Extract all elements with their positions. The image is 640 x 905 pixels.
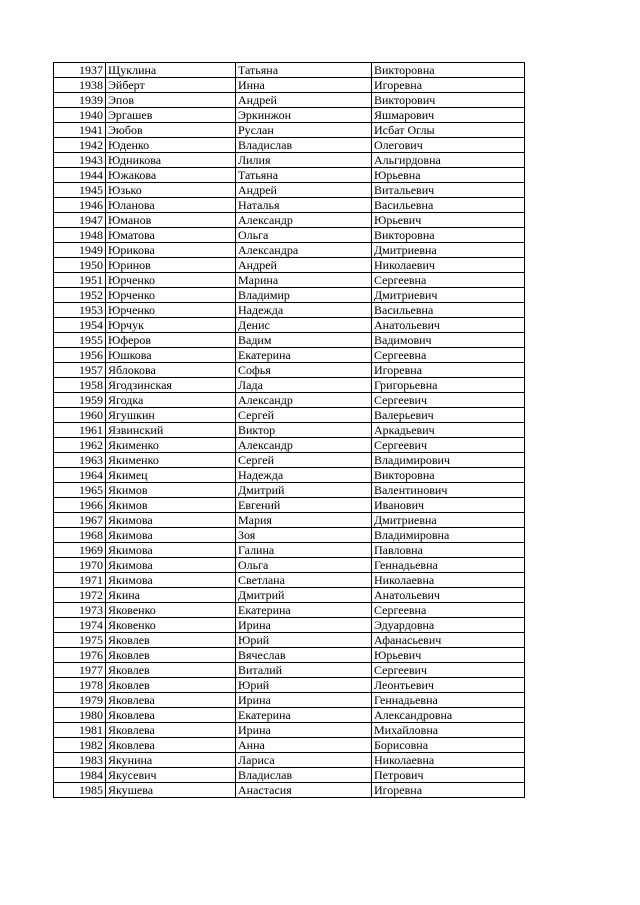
first-name: Татьяна (236, 63, 372, 78)
last-name: Яблокова (106, 363, 236, 378)
last-name: Ягушкин (106, 408, 236, 423)
patronymic: Викторовна (372, 468, 525, 483)
patronymic: Васильевна (372, 303, 525, 318)
table-row (54, 723, 525, 738)
table-row (54, 648, 525, 663)
table-row (54, 168, 525, 183)
row-number: 1939 (54, 93, 106, 108)
last-name: Якименко (106, 453, 236, 468)
patronymic: Викторович (372, 93, 525, 108)
table-row (54, 378, 525, 393)
first-name: Денис (236, 318, 372, 333)
table-row (54, 663, 525, 678)
first-name: Марина (236, 273, 372, 288)
patronymic: Аркадьевич (372, 423, 525, 438)
last-name: Якименко (106, 438, 236, 453)
row-number: 1940 (54, 108, 106, 123)
first-name: Руслан (236, 123, 372, 138)
table-row (54, 708, 525, 723)
first-name: Александра (236, 243, 372, 258)
row-number: 1973 (54, 603, 106, 618)
row-number: 1954 (54, 318, 106, 333)
patronymic: Исбат Оглы (372, 123, 525, 138)
patronymic: Вадимович (372, 333, 525, 348)
table-row (54, 513, 525, 528)
last-name: Яковлева (106, 738, 236, 753)
table-row (54, 768, 525, 783)
table-row (54, 348, 525, 363)
first-name: Наталья (236, 198, 372, 213)
last-name: Якусевич (106, 768, 236, 783)
first-name: Инна (236, 78, 372, 93)
last-name: Яковлев (106, 663, 236, 678)
last-name: Щуклина (106, 63, 236, 78)
patronymic: Сергеевна (372, 273, 525, 288)
row-number: 1950 (54, 258, 106, 273)
last-name: Юшкова (106, 348, 236, 363)
row-number: 1969 (54, 543, 106, 558)
row-number: 1947 (54, 213, 106, 228)
row-number: 1946 (54, 198, 106, 213)
row-number: 1978 (54, 678, 106, 693)
row-number: 1943 (54, 153, 106, 168)
table-row (54, 678, 525, 693)
row-number: 1945 (54, 183, 106, 198)
row-number: 1964 (54, 468, 106, 483)
table-row (54, 633, 525, 648)
first-name: Андрей (236, 183, 372, 198)
first-name: Юрий (236, 633, 372, 648)
table-row (54, 273, 525, 288)
table-row (54, 363, 525, 378)
patronymic: Николаевна (372, 753, 525, 768)
row-number: 1944 (54, 168, 106, 183)
last-name: Юрченко (106, 273, 236, 288)
row-number: 1972 (54, 588, 106, 603)
last-name: Юрчук (106, 318, 236, 333)
first-name: Анастасия (236, 783, 372, 798)
first-name: Ольга (236, 228, 372, 243)
patronymic: Юрьевич (372, 213, 525, 228)
row-number: 1980 (54, 708, 106, 723)
table-row (54, 63, 525, 78)
row-number: 1948 (54, 228, 106, 243)
last-name: Яковлев (106, 648, 236, 663)
first-name: Мария (236, 513, 372, 528)
patronymic: Викторовна (372, 228, 525, 243)
row-number: 1958 (54, 378, 106, 393)
row-number: 1937 (54, 63, 106, 78)
first-name: Дмитрий (236, 588, 372, 603)
first-name: Владимир (236, 288, 372, 303)
last-name: Якунина (106, 753, 236, 768)
first-name: Владислав (236, 138, 372, 153)
row-number: 1956 (54, 348, 106, 363)
last-name: Юрикова (106, 243, 236, 258)
table-row (54, 588, 525, 603)
last-name: Эргашев (106, 108, 236, 123)
patronymic: Николаевна (372, 573, 525, 588)
first-name: Ирина (236, 723, 372, 738)
last-name: Юманов (106, 213, 236, 228)
first-name: Виктор (236, 423, 372, 438)
table-row (54, 123, 525, 138)
first-name: Екатерина (236, 603, 372, 618)
roster-table-body (54, 63, 525, 798)
roster-table (53, 62, 525, 798)
table-row (54, 258, 525, 273)
patronymic: Эдуардовна (372, 618, 525, 633)
last-name: Ягодзинская (106, 378, 236, 393)
last-name: Яковлев (106, 678, 236, 693)
last-name: Якимова (106, 558, 236, 573)
last-name: Якимец (106, 468, 236, 483)
first-name: Лилия (236, 153, 372, 168)
patronymic: Леонтьевич (372, 678, 525, 693)
patronymic: Юрьевич (372, 648, 525, 663)
last-name: Яковенко (106, 603, 236, 618)
patronymic: Петрович (372, 768, 525, 783)
last-name: Якимов (106, 483, 236, 498)
first-name: Надежда (236, 303, 372, 318)
patronymic: Валерьевич (372, 408, 525, 423)
table-row (54, 618, 525, 633)
patronymic: Викторовна (372, 63, 525, 78)
table-row (54, 573, 525, 588)
table-row (54, 738, 525, 753)
last-name: Яковлев (106, 633, 236, 648)
first-name: Андрей (236, 93, 372, 108)
last-name: Якимова (106, 528, 236, 543)
row-number: 1938 (54, 78, 106, 93)
row-number: 1982 (54, 738, 106, 753)
patronymic: Альгирдовна (372, 153, 525, 168)
first-name: Вадим (236, 333, 372, 348)
patronymic: Сергеевна (372, 603, 525, 618)
patronymic: Игоревна (372, 78, 525, 93)
table-row (54, 483, 525, 498)
table-row (54, 303, 525, 318)
row-number: 1960 (54, 408, 106, 423)
first-name: Зоя (236, 528, 372, 543)
last-name: Юдникова (106, 153, 236, 168)
last-name: Юферов (106, 333, 236, 348)
table-row (54, 243, 525, 258)
first-name: Ирина (236, 693, 372, 708)
first-name: Ирина (236, 618, 372, 633)
last-name: Юматова (106, 228, 236, 243)
patronymic: Борисовна (372, 738, 525, 753)
last-name: Юрченко (106, 288, 236, 303)
patronymic: Игоревна (372, 783, 525, 798)
table-row (54, 93, 525, 108)
last-name: Ягодка (106, 393, 236, 408)
table-row (54, 213, 525, 228)
last-name: Якимова (106, 513, 236, 528)
patronymic: Васильевна (372, 198, 525, 213)
row-number: 1970 (54, 558, 106, 573)
patronymic: Афанасьевич (372, 633, 525, 648)
first-name: Лариса (236, 753, 372, 768)
last-name: Юланова (106, 198, 236, 213)
row-number: 1961 (54, 423, 106, 438)
first-name: Владислав (236, 768, 372, 783)
first-name: Юрий (236, 678, 372, 693)
last-name: Южакова (106, 168, 236, 183)
last-name: Эйберт (106, 78, 236, 93)
last-name: Юринов (106, 258, 236, 273)
row-number: 1965 (54, 483, 106, 498)
table-row (54, 198, 525, 213)
patronymic: Александровна (372, 708, 525, 723)
table-row (54, 498, 525, 513)
last-name: Юденко (106, 138, 236, 153)
first-name: Екатерина (236, 348, 372, 363)
table-row (54, 108, 525, 123)
first-name: Лада (236, 378, 372, 393)
last-name: Юрченко (106, 303, 236, 318)
patronymic: Игоревна (372, 363, 525, 378)
last-name: Яковлева (106, 693, 236, 708)
table-row (54, 288, 525, 303)
row-number: 1962 (54, 438, 106, 453)
last-name: Якимова (106, 573, 236, 588)
row-number: 1957 (54, 363, 106, 378)
row-number: 1941 (54, 123, 106, 138)
first-name: Светлана (236, 573, 372, 588)
last-name: Яковлева (106, 723, 236, 738)
row-number: 1967 (54, 513, 106, 528)
table-row (54, 183, 525, 198)
patronymic: Дмитриевна (372, 513, 525, 528)
patronymic: Владимировна (372, 528, 525, 543)
patronymic: Сергеевна (372, 348, 525, 363)
first-name: Надежда (236, 468, 372, 483)
last-name: Эпов (106, 93, 236, 108)
table-row (54, 408, 525, 423)
patronymic: Дмитриевна (372, 243, 525, 258)
last-name: Якимов (106, 498, 236, 513)
first-name: Вячеслав (236, 648, 372, 663)
table-row (54, 693, 525, 708)
row-number: 1977 (54, 663, 106, 678)
last-name: Якушева (106, 783, 236, 798)
first-name: Софья (236, 363, 372, 378)
first-name: Евгений (236, 498, 372, 513)
row-number: 1983 (54, 753, 106, 768)
first-name: Анна (236, 738, 372, 753)
first-name: Виталий (236, 663, 372, 678)
row-number: 1951 (54, 273, 106, 288)
table-row (54, 528, 525, 543)
patronymic: Иванович (372, 498, 525, 513)
table-row (54, 468, 525, 483)
last-name: Яковенко (106, 618, 236, 633)
table-row (54, 438, 525, 453)
row-number: 1952 (54, 288, 106, 303)
table-row (54, 393, 525, 408)
patronymic: Витальевич (372, 183, 525, 198)
patronymic: Валентинович (372, 483, 525, 498)
table-row (54, 153, 525, 168)
first-name: Александр (236, 438, 372, 453)
table-row (54, 138, 525, 153)
table-row (54, 228, 525, 243)
patronymic: Геннадьевна (372, 693, 525, 708)
first-name: Дмитрий (236, 483, 372, 498)
patronymic: Дмитриевич (372, 288, 525, 303)
last-name: Юзько (106, 183, 236, 198)
table-row (54, 318, 525, 333)
row-number: 1942 (54, 138, 106, 153)
row-number: 1966 (54, 498, 106, 513)
last-name: Язвинский (106, 423, 236, 438)
patronymic: Григорьевна (372, 378, 525, 393)
row-number: 1979 (54, 693, 106, 708)
patronymic: Сергеевич (372, 438, 525, 453)
row-number: 1984 (54, 768, 106, 783)
patronymic: Юрьевна (372, 168, 525, 183)
first-name: Екатерина (236, 708, 372, 723)
patronymic: Анатольевич (372, 318, 525, 333)
first-name: Александр (236, 393, 372, 408)
first-name: Андрей (236, 258, 372, 273)
table-row (54, 333, 525, 348)
patronymic: Анатольевич (372, 588, 525, 603)
row-number: 1963 (54, 453, 106, 468)
table-row (54, 603, 525, 618)
row-number: 1971 (54, 573, 106, 588)
patronymic: Михайловна (372, 723, 525, 738)
row-number: 1949 (54, 243, 106, 258)
row-number: 1968 (54, 528, 106, 543)
last-name: Якина (106, 588, 236, 603)
table-row (54, 558, 525, 573)
patronymic: Геннадьевна (372, 558, 525, 573)
last-name: Якимова (106, 543, 236, 558)
patronymic: Сергеевич (372, 393, 525, 408)
last-name: Эюбов (106, 123, 236, 138)
patronymic: Владимирович (372, 453, 525, 468)
patronymic: Олегович (372, 138, 525, 153)
first-name: Александр (236, 213, 372, 228)
table-row (54, 453, 525, 468)
patronymic: Павловна (372, 543, 525, 558)
patronymic: Сергеевич (372, 663, 525, 678)
table-row (54, 423, 525, 438)
table-row (54, 543, 525, 558)
row-number: 1959 (54, 393, 106, 408)
last-name: Яковлева (106, 708, 236, 723)
row-number: 1981 (54, 723, 106, 738)
first-name: Ольга (236, 558, 372, 573)
first-name: Галина (236, 543, 372, 558)
table-row (54, 753, 525, 768)
row-number: 1974 (54, 618, 106, 633)
patronymic: Яшмарович (372, 108, 525, 123)
table-row (54, 783, 525, 798)
row-number: 1985 (54, 783, 106, 798)
row-number: 1955 (54, 333, 106, 348)
patronymic: Николаевич (372, 258, 525, 273)
table-row (54, 78, 525, 93)
first-name: Сергей (236, 408, 372, 423)
row-number: 1975 (54, 633, 106, 648)
first-name: Татьяна (236, 168, 372, 183)
row-number: 1976 (54, 648, 106, 663)
row-number: 1953 (54, 303, 106, 318)
first-name: Эркинжон (236, 108, 372, 123)
first-name: Сергей (236, 453, 372, 468)
